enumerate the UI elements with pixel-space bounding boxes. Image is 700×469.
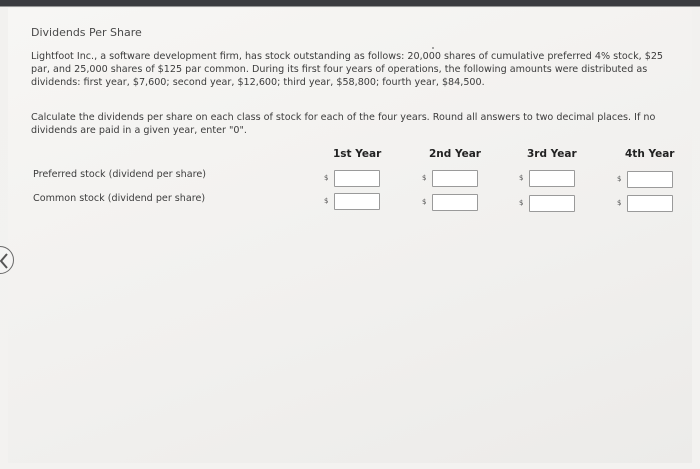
page-title: Dividends Per Share xyxy=(31,26,142,39)
problem-description: Lightfoot Inc., a software development firm, has stock outstanding as follows: 20,000 shares of cumulative preferred 4% stock, $25 par, and 25,000 shares of $125 par common. During its first four years of operations, the following amounts were distributed as dividends: first year, $7,600; second year, $12,600; third year, $58,800; fourth year, $84,500. xyxy=(31,51,664,88)
preferred-year-2-input[interactable] xyxy=(432,170,478,187)
column-header-year-2: 2nd Year xyxy=(429,148,481,160)
common-year-4-input[interactable] xyxy=(627,195,673,212)
currency-symbol: $ xyxy=(617,199,622,207)
currency-symbol: $ xyxy=(324,197,329,205)
currency-symbol: $ xyxy=(519,174,524,182)
preferred-year-3-input[interactable] xyxy=(529,170,575,187)
currency-symbol: $ xyxy=(324,174,329,182)
problem-instruction: Calculate the dividends per share on each class of stock for each of the four years. Round all answers to two decimal places. If no dividends are paid in a given year, enter "0". xyxy=(31,112,656,136)
row-label-preferred: Preferred stock (dividend per share) xyxy=(33,169,206,180)
common-year-1-input[interactable] xyxy=(334,193,380,210)
common-year-2-input[interactable] xyxy=(432,194,478,211)
column-header-year-3: 3rd Year xyxy=(527,148,577,160)
column-header-year-1: 1st Year xyxy=(333,148,382,160)
cursor-dot xyxy=(432,47,434,49)
row-label-common: Common stock (dividend per share) xyxy=(33,193,206,204)
currency-symbol: $ xyxy=(519,199,524,207)
currency-symbol: $ xyxy=(617,175,622,183)
currency-symbol: $ xyxy=(422,198,427,206)
preferred-year-1-input[interactable] xyxy=(334,170,380,187)
chevron-left-icon xyxy=(0,253,9,269)
preferred-year-4-input[interactable] xyxy=(627,171,673,188)
common-year-3-input[interactable] xyxy=(529,195,575,212)
column-header-year-4: 4th Year xyxy=(625,148,675,160)
currency-symbol: $ xyxy=(422,174,427,182)
